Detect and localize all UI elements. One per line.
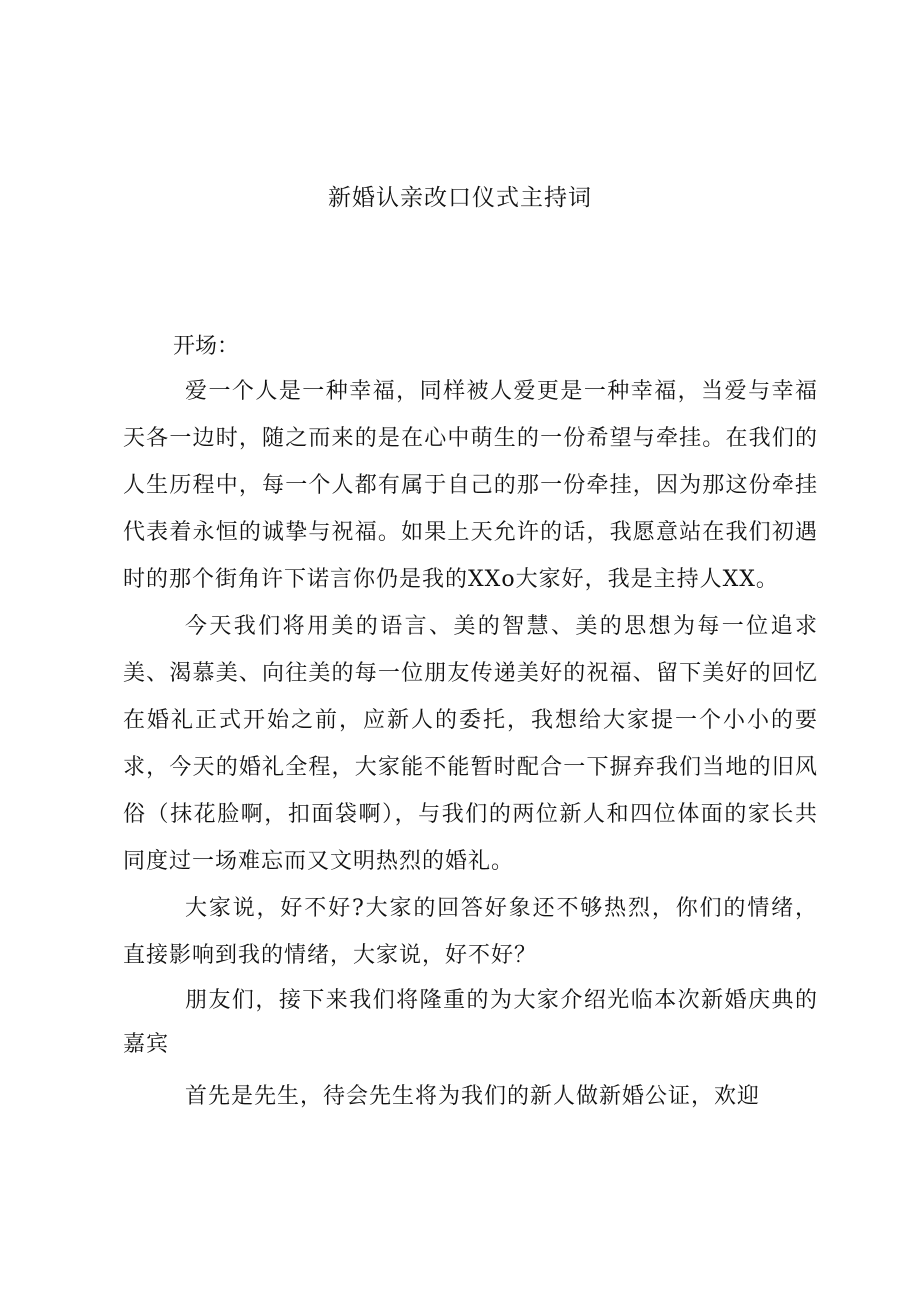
paragraph-first-guest: 首先是先生，待会先生将为我们的新人做新婚公证，欢迎 xyxy=(185,1084,761,1109)
paragraph-request: 今天我们将用美的语言、美的智慧、美的思想为每一位追求美、渴慕美、向往美的每一位朋友传递美好的祝福、留下美好的回忆在婚礼正式开始之前，应新人的委托，我想给大家提一个小小的要求，今天的婚礼全程，大家能不能暂时配合一下摒弃我们当地的旧风俗（抹花脸啊，扣面袋啊），与我们的两位新人和四位体面的家长共同度过一场难忘而又文明热烈的婚礼。 xyxy=(123,614,818,874)
section-label: 开场： xyxy=(173,334,240,359)
paragraph-opening: 爱一个人是一种幸福，同样被人爱更是一种幸福，当爱与幸福天各一边时，随之而来的是在心中萌生的一份希望与牵挂。在我们的人生历程中，每一个人都有属于自己的那一份牵挂，因为那这份牵挂代表着永恒的诚挚与祝福。如果上天允许的话，我愿意站在我们初遇时的那个街角许下诺言你仍是我的XXo大家好，我是主持人XX。 xyxy=(123,379,818,592)
document-title: 新婚认亲改口仪式主持词 xyxy=(328,185,592,211)
paragraph-audience: 大家说，好不好?大家的回答好象还不够热烈，你们的情绪，直接影响到我的情绪，大家说，好不好？ xyxy=(123,896,818,968)
paragraph-guests-intro: 朋友们，接下来我们将隆重的为大家介绍光临本次新婚庆典的嘉宾 xyxy=(123,988,818,1057)
